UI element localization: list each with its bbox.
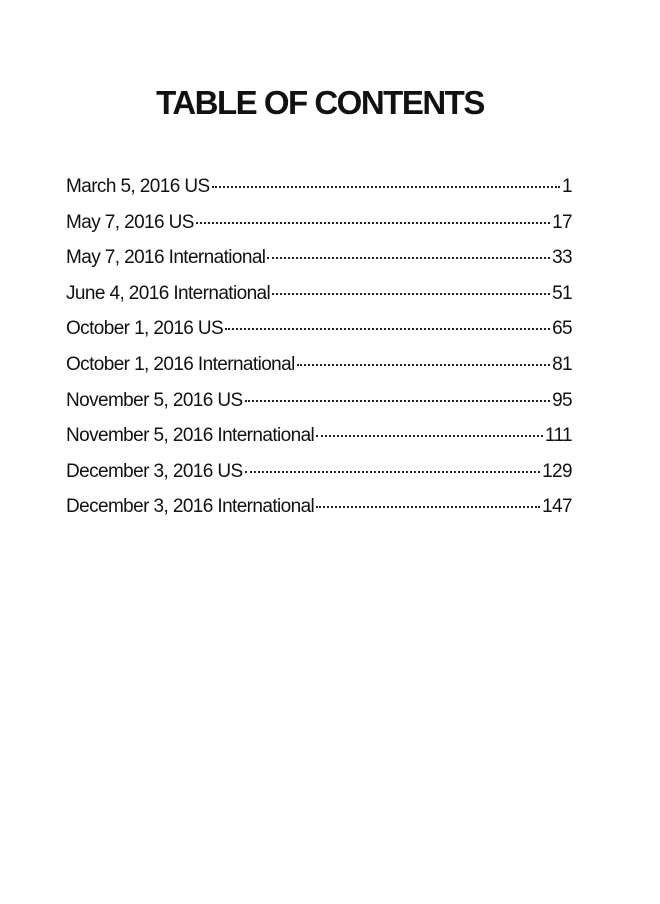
toc-entry-page-number: 1 bbox=[562, 176, 572, 197]
toc-entry-page-number: 129 bbox=[542, 460, 572, 482]
dot-leader bbox=[245, 471, 541, 473]
toc-entry-page-number: 147 bbox=[542, 496, 572, 518]
toc-entry-label: October 1, 2016 US bbox=[66, 318, 224, 340]
dot-leader bbox=[316, 506, 540, 508]
toc-entry-page-number: 81 bbox=[552, 353, 572, 375]
toc-entry[interactable] bbox=[66, 209, 572, 245]
page-title: TABLE OF CONTENTS bbox=[156, 84, 484, 121]
toc-entry[interactable] bbox=[66, 387, 572, 423]
toc-entry-page-number: 33 bbox=[552, 247, 572, 269]
toc-entry-label: May 7, 2016 US bbox=[66, 211, 194, 233]
toc-entry[interactable] bbox=[66, 280, 572, 316]
toc-entry-page-number: 111 bbox=[544, 425, 572, 447]
dot-leader bbox=[196, 222, 550, 224]
dot-leader bbox=[267, 257, 550, 259]
toc-entry[interactable] bbox=[66, 244, 572, 280]
dot-leader bbox=[225, 328, 550, 330]
toc-entry-label: May 7, 2016 International bbox=[66, 247, 266, 269]
toc-entry[interactable] bbox=[66, 173, 572, 209]
toc-entry-page-number: 51 bbox=[552, 282, 572, 304]
toc-entry[interactable] bbox=[66, 422, 572, 458]
toc-entry[interactable] bbox=[66, 493, 572, 529]
toc-entry-label: December 3, 2016 International bbox=[66, 496, 315, 518]
toc-entry-page-number: 95 bbox=[552, 389, 572, 411]
toc-entry-label: November 5, 2016 International bbox=[66, 425, 315, 447]
dot-leader bbox=[297, 364, 550, 366]
toc-list bbox=[66, 173, 572, 529]
dot-leader bbox=[272, 293, 550, 295]
toc-entry-label: November 5, 2016 US bbox=[66, 389, 243, 411]
dot-leader bbox=[316, 435, 543, 437]
toc-entry-label: December 3, 2016 US bbox=[66, 460, 243, 482]
toc-entry-page-number: 17 bbox=[552, 211, 572, 233]
toc-entry-page-number: 65 bbox=[552, 318, 572, 340]
toc-entry-label: June 4, 2016 International bbox=[66, 282, 271, 304]
toc-entry[interactable] bbox=[66, 315, 572, 351]
toc-entry[interactable] bbox=[66, 351, 572, 387]
toc-entry[interactable] bbox=[66, 458, 572, 494]
toc-entry-label: October 1, 2016 International bbox=[66, 353, 295, 375]
dot-leader bbox=[212, 186, 560, 188]
toc-entry-label: March 5, 2016 US bbox=[66, 176, 210, 197]
dot-leader bbox=[245, 400, 550, 402]
